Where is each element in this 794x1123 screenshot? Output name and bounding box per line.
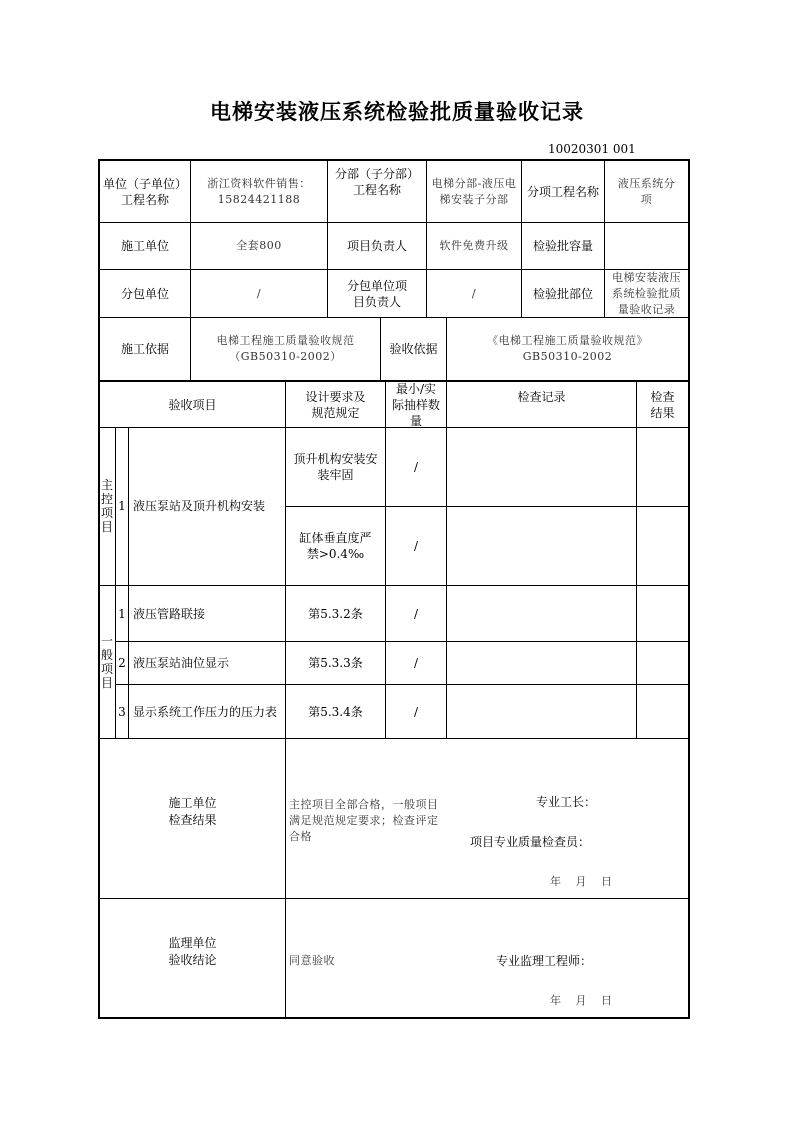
subcontract-unit-value: / [256, 286, 262, 300]
header-design: 设计要求及规范规定 [305, 389, 366, 420]
supervision-label-2: 验收结论 [168, 953, 217, 967]
general-item-1: 液压管路联接 [133, 606, 206, 621]
acceptance-basis-value: 《电梯工程施工质量验收规范》GB50310-2002 [487, 334, 648, 363]
general-design-3: 第5.3.4条 [308, 704, 363, 719]
main-control-item: 液压泵站及顶升机构安装 [133, 499, 266, 513]
project-manager-value: 软件免费升级 [439, 239, 509, 252]
general-sample-1: / [413, 606, 419, 621]
batch-capacity-value [605, 223, 688, 269]
construction-basis-value: 电梯工程施工质量验收规范（GB50310-2002） [216, 334, 355, 363]
subcontract-manager-label: 分包单位项目负责人 [346, 278, 407, 309]
supervision-label-1: 监理单位 [168, 936, 217, 950]
sub-part-name-label: 分部（子分部）工程名称 [334, 167, 419, 197]
header-item: 验收项目 [168, 397, 217, 412]
construction-check-label [100, 795, 285, 829]
batch-part-value: 电梯安装液压系统检验批质量验收记录 [612, 270, 681, 316]
batch-capacity-label: 检验批容量 [532, 239, 593, 253]
sub-part-name-value: 电梯分部-液压电梯安装子分部 [431, 176, 517, 206]
general-design-2: 第5.3.3条 [308, 656, 363, 670]
general-item-2: 液压泵站油位显示 [133, 656, 230, 670]
quality-inspector-label: 项目专业质量检查员： [470, 835, 591, 849]
project-manager-label: 项目负责人 [346, 239, 407, 253]
construction-basis-label: 施工依据 [120, 342, 169, 356]
record-code: 10020301 001 [548, 142, 636, 156]
subcontract-manager-value: / [471, 286, 477, 300]
main-control-sample-1: / [413, 460, 419, 474]
batch-part-label: 检验批部位 [532, 286, 593, 301]
general-sample-2: / [413, 656, 419, 670]
construction-check-label-1: 施工单位 [168, 796, 217, 810]
foreman-label: 专业工长： [536, 795, 597, 809]
construction-check-date: 年 月 日 [550, 875, 613, 888]
unit-name-label: 单位（子单位）工程名称 [102, 176, 187, 207]
general-item-3: 显示系统工作压力的压力表 [133, 704, 278, 719]
main-control-design-2: 缸体垂直度严禁>0.4‰ [299, 531, 372, 561]
general-no-1: 1 [118, 606, 126, 621]
main-control-design-1: 顶升机构安装安装牢固 [293, 452, 378, 482]
main-control-label: 主控项目 [101, 478, 114, 534]
general-design-1: 第5.3.2条 [308, 606, 363, 621]
unit-name-value: 浙江资料软件销售：15824421188 [207, 176, 311, 206]
supervision-label [100, 935, 285, 969]
general-label: 一般项目 [101, 634, 114, 690]
general-no-3: 3 [118, 704, 126, 719]
header-sample: 最小/实际抽样数量 [392, 381, 441, 428]
acceptance-basis-label: 验收依据 [389, 342, 438, 356]
supervision-text: 同意验收 [289, 954, 335, 967]
construction-unit-label: 施工单位 [120, 239, 169, 253]
construction-check-text: 主控项目全部合格，一般项目满足规范规定要求；检查评定合格 [289, 798, 439, 843]
sub-item-name-label: 分项工程名称 [526, 184, 599, 199]
general-no-2: 2 [118, 656, 126, 670]
main-control-no: 1 [118, 499, 126, 513]
header-result: 检查结果 [650, 389, 675, 420]
construction-unit-value: 全套800 [236, 239, 282, 252]
supervision-date: 年 月 日 [550, 994, 613, 1007]
construction-check-label-2: 检查结果 [168, 813, 217, 827]
header-record: 检查记录 [517, 390, 566, 404]
general-sample-3: / [413, 704, 419, 719]
main-control-sample-2: / [413, 539, 419, 553]
sub-item-name-value: 液压系统分项 [617, 176, 676, 206]
page-title: 电梯安装液压系统检验批质量验收记录 [210, 100, 584, 124]
subcontract-unit-label: 分包单位 [120, 286, 169, 301]
supervision-engineer-label: 专业监理工程师： [496, 954, 593, 968]
